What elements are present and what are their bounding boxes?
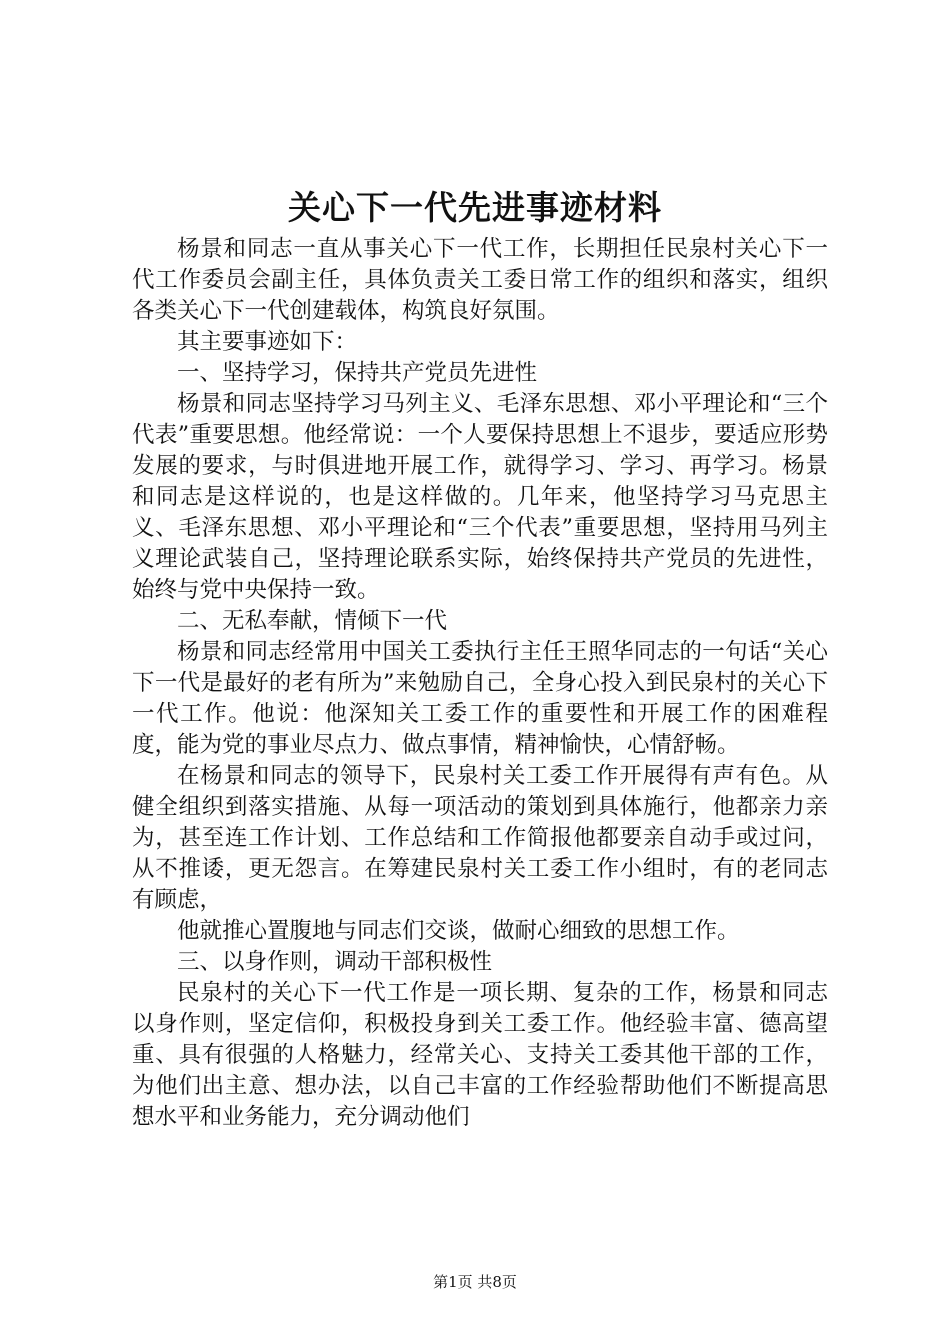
document-title: 关心下一代先进事迹材料 [288,188,662,227]
paragraph: 在杨景和同志的领导下，民泉村关工委工作开展得有声有色。从健全组织到落实措施、从每一项活动的策划到具体施行，他都亲力亲为，甚至连工作计划、工作总结和工作简报他都要亲自动手或过问，从不推诿，更无怨言。在筹建民泉村关工委工作小组时，有的老同志有顾虑， [132,763,828,913]
page-footer: 第1页 共8页 [433,1273,517,1291]
paragraph: 其主要事迹如下： [177,329,358,355]
section-heading: 一、坚持学习，保持共产党员先进性 [177,360,538,386]
section-heading: 三、以身作则，调动干部积极性 [177,949,493,975]
paragraph: 杨景和同志经常用中国关工委执行主任王照华同志的一句话“关心下一代是最好的老有所为”来勉励自己，全身心投入到民泉村的关心下一代工作。他说：他深知关工委工作的重要性和开展工作的困难程度，能为党的事业尽点力、做点事情，精神愉快，心情舒畅。 [132,639,828,758]
document-body [132,234,828,1133]
paragraph: 杨景和同志一直从事关心下一代工作，长期担任民泉村关心下一代工作委员会副主任，具体负责关工委日常工作的组织和落实，组织各类关心下一代创建载体，构筑良好氛围。 [132,236,828,324]
paragraph: 他就推心置腹地与同志们交谈，做耐心细致的思想工作。 [177,918,740,944]
paragraph: 杨景和同志坚持学习马列主义、毛泽东思想、邓小平理论和“三个代表”重要思想。他经常说：一个人要保持思想上不退步，要适应形势发展的要求，与时俱进地开展工作，就得学习、学习、再学习。杨景和同志是这样说的，也是这样做的。几年来，他坚持学习马克思主义、毛泽东思想、邓小平理论和“三个代表”重要思想，坚持用马列主义理论武装自己，坚持理论联系实际，始终保持共产党员的先进性，始终与党中央保持一致。 [132,391,828,603]
section-heading: 二、无私奉献，情倾下一代 [177,608,448,634]
paragraph: 民泉村的关心下一代工作是一项长期、复杂的工作，杨景和同志以身作则，坚定信仰，积极投身到关工委工作。他经验丰富、德高望重、具有很强的人格魅力，经常关心、支持关工委其他干部的工作，为他们出主意、想办法，以自己丰富的工作经验帮助他们不断提高思想水平和业务能力，充分调动他们 [132,980,828,1130]
